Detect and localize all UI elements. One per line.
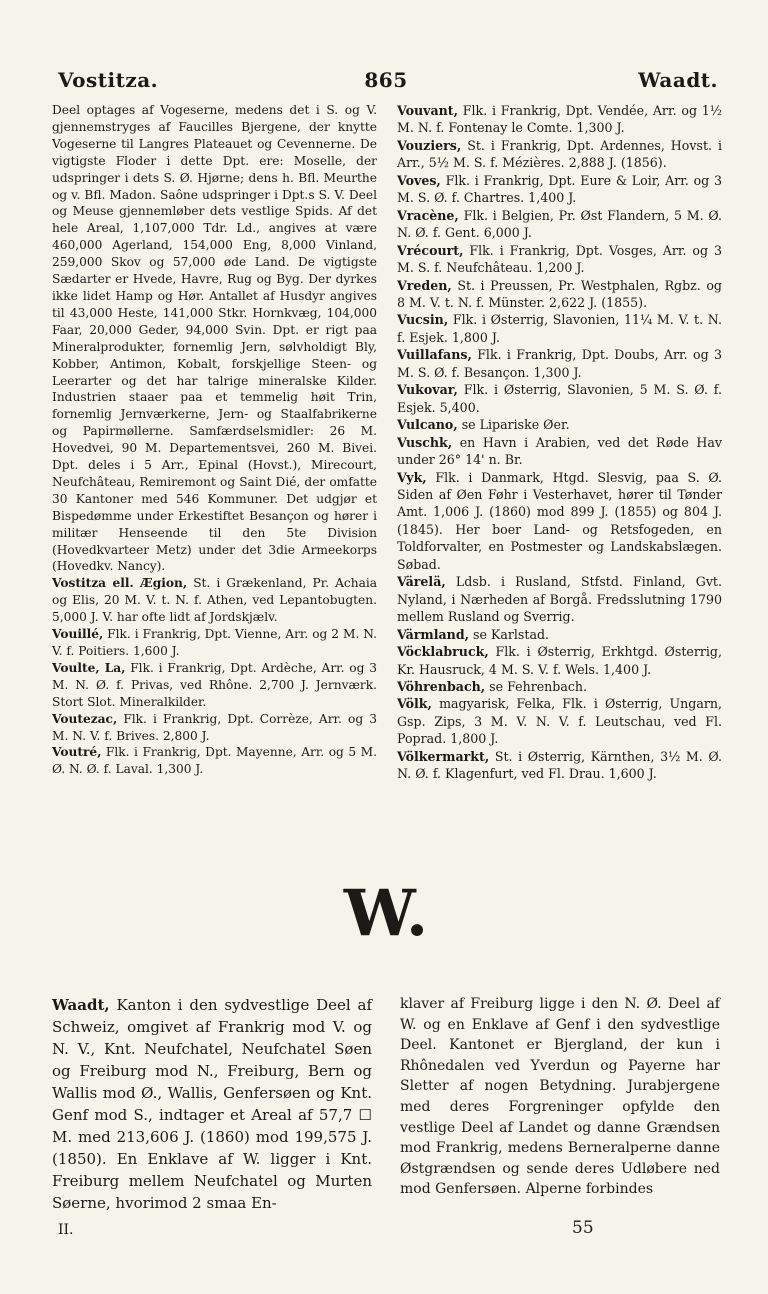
bottom-two-column-body	[52, 994, 720, 1212]
continued-entry-text: Deel optages af Vogeserne, medens det i S. og V. gjennemstryges af Faucilles Bjergene, der knytte Vogeserne til Langres Plateauet og Cevennerne. De vigtigste Floder i dette Dpt. ere: Moselle, der udspringer i dets S. Ø. Hjørne; dens h. Bfl. Meurthe og v. Bfl. Madon. Saône udspringer i Dpt.s S. V. Deel og Meuse gjennemløber dets vestlige Spids. Af det hele Areal, 1,107,000 Tdr. Ld., angives at være 460,000 Agerland, 154,000 Eng, 8,000 Vinland, 259,000 Skov og 57,000 øde Land. De vigtigste Sædarter er Hvede, Havre, Rug og Byg. Der dyrkes ikke lidet Hamp og Hør. Antallet af Husdyr angives til 43,000 Heste, 141,000 Stkr. Hornkvæg, 104,000 Faar, 20,000 Geder, 94,000 Svin. Dpt. er rigt paa Mineralprodukter, fornemlig Jern, sølvholdigt Bly, Kobber, Antimon, Kobalt, forskjellige Steen- og Leerarter og det har talrige mineralske Kilder. Industrien staaer paa et temmelig høit Trin, fornemlig Jernværkerne, Jern- og Staalfabrikerne og Papirmøllerne. Samfærdselsmidler: 26 M. Hovedvei, 90 M. Departementsvei, 260 M. Bivei. Dpt. deles i 5 Arr., Epinal (Hovst.), Mirecourt, Neufchâteau, Remiremont og Saint Dié, der omfatte 30 Kantoner med 546 Kommuner. Det udgjør et Bispedømme under Erkestiftet Besançon og hører i militær Henseende til den 5te Division (Hovedkvarteer Metz) under det 3die Armeekorps (Hovedkv. Nancy).	[52, 103, 377, 574]
dictionary-entry	[52, 711, 377, 745]
entry-text: Flk. i Frankrig, Dpt. Vendée, Arr. og 1½ M. N. f. Fontenay le Comte. 1,300 J.	[397, 103, 722, 136]
dictionary-entry	[52, 660, 377, 711]
dictionary-entry	[397, 102, 722, 137]
entry-headword: Voulte, La,	[52, 660, 126, 675]
dictionary-entry	[397, 346, 722, 381]
entry-headword: Värmland,	[397, 626, 470, 642]
bottom-left-column	[52, 994, 372, 1214]
entry-text: Flk. i Østerrig, Slavonien, 11¼ M. V. t. N. f. Esjek. 1,800 J.	[397, 312, 722, 345]
two-column-body	[52, 102, 720, 792]
dictionary-entry	[397, 695, 722, 747]
entry-headword: Värelä,	[397, 574, 446, 590]
entry-headword: Vöhrenbach,	[397, 678, 486, 694]
dictionary-entry	[397, 242, 722, 277]
dictionary-entry	[397, 626, 722, 643]
sheet-number: 55	[572, 1218, 594, 1238]
entry-headword: Vostitza ell. Ægion,	[52, 576, 188, 591]
entry-text: Flk. i Belgien, Pr. Øst Flandern, 5 M. Ø. N. Ø. f. Gent. 6,000 J.	[397, 207, 722, 241]
entry-headword: Voutré,	[52, 745, 102, 760]
section-letter	[52, 876, 720, 951]
dictionary-entry	[397, 381, 722, 416]
entry-text: St. i Preussen, Pr. Westphalen, Rgbz. og 8 M. V. t. N. f. Münster. 2,622 J. (1855).	[397, 277, 722, 310]
entry-headword: Vuillafans,	[397, 347, 472, 363]
header-right-guideword: Waadt.	[638, 68, 718, 92]
entry-text: Ldsb. i Rusland, Stfstd. Finland, Gvt. Nyland, i Nærheden af Borgå. Fredsslutning 1790 mellem Rusland og Sverrig.	[397, 574, 722, 625]
entry-text: St. i Frankrig, Dpt. Ardennes, Hovst. i Arr., 5½ M. S. f. Mézières. 2,888 J. (1856).	[397, 137, 722, 171]
entry-headword: Waadt,	[52, 996, 110, 1014]
entry-headword: Vrécourt,	[397, 242, 464, 258]
dictionary-entry	[397, 573, 722, 625]
dictionary-entry	[397, 469, 722, 574]
entry-headword: Vulcano,	[397, 417, 458, 433]
entry-headword: Völkermarkt,	[397, 748, 490, 764]
entry-headword: Vouillé,	[52, 627, 104, 642]
entry-text: Flk. i Frankrig, Dpt. Vienne, Arr. og 2 M. N. V. f. Poitiers. 1,600 J.	[52, 627, 377, 658]
entry-headword: Vreden,	[397, 277, 452, 293]
signature-mark: II.	[58, 1222, 74, 1238]
entry-text: Flk. i Frankrig, Dpt. Vosges, Arr. og 3 M. S. f. Neufchâteau. 1,200 J.	[397, 242, 722, 276]
entry-headword: Voves,	[397, 172, 441, 188]
entry-text: se Fehrenbach.	[489, 678, 588, 694]
right-entry-list	[397, 102, 722, 783]
entry-headword: Vukovar,	[397, 382, 458, 398]
dictionary-entry	[397, 172, 722, 207]
dictionary-entry	[52, 626, 377, 660]
dictionary-entry	[397, 416, 722, 433]
entry-headword: Vucsin,	[397, 312, 449, 328]
dictionary-entry	[397, 643, 722, 678]
dictionary-entry	[397, 277, 722, 312]
entry-text: Flk. i Danmark, Htgd. Slesvig, paa S. Ø. Siden af Øen Føhr i Vesterhavet, hører til Tønder Amt. 1,006 J. (1860) mod 899 J. (1855) og 804 J. (1845). Her boer Land- og Retsfogeden, en Toldforvalter, en Postmester og Landskabslægen. Søbad.	[397, 469, 722, 572]
entry-text: se Karlstad.	[473, 626, 550, 642]
dictionary-entry	[397, 207, 722, 242]
entry-headword: Vuschk,	[397, 434, 453, 450]
dictionary-entry	[397, 137, 722, 172]
entry-text: Flk. i Frankrig, Dpt. Ardèche, Arr. og 3 M. N. Ø. f. Privas, ved Rhône. 2,700 J. Jernværk. Stort Slot. Mineralkilder.	[52, 660, 377, 709]
entry-text: Flk. i Østerrig, Slavonien, 5 M. S. Ø. f. Esjek. 5,400.	[397, 382, 722, 415]
entry-text: Flk. i Frankrig, Dpt. Corrèze, Arr. og 3 M. N. V. f. Brives. 2,800 J.	[52, 711, 377, 743]
entry-text: en Havn i Arabien, ved det Røde Hav under 26° 14' n. Br.	[397, 434, 722, 468]
entry-text: St. i Østerrig, Kärnthen, 3½ M. Ø. N. Ø. f. Klagenfurt, ved Fl. Drau. 1,600 J.	[397, 748, 722, 782]
entry-text: Flk. i Østerrig, Erkhtgd. Østerrig, Kr. Hausruck, 4 M. S. V. f. Wels. 1,400 J.	[397, 644, 722, 677]
entry-headword: Vöcklabruck,	[397, 644, 489, 660]
dictionary-entry	[52, 744, 377, 778]
header-left-guideword: Vostitza.	[58, 68, 159, 92]
dictionary-entry	[397, 311, 722, 346]
entry-headword: Vyk,	[397, 469, 427, 485]
section-letter-text: W.	[343, 876, 429, 951]
dictionary-entry	[397, 678, 722, 695]
dictionary-entry	[397, 434, 722, 469]
entry-headword: Vouvant,	[397, 103, 459, 118]
dictionary-entry	[397, 748, 722, 783]
entry-text-continued: klaver af Freiburg ligge i den N. Ø. Deel af W. og en Enklave af Genf i den sydvestlige Deel. Kantonet er Bjergland, der kun i Rhônedalen ved Yverdun og Payerne har Sletter af nogen Betydning. Jurabjergene med deres Forgreninger opfylde den vestlige Deel af Landet og danne Grændsen mod Frankrig, medens Berneralperne danne Østgrændsen og sende deres Udløbere ned mod Genfersøen. Alperne forbindes	[400, 996, 720, 1198]
entry-text: se Lipariske Øer.	[461, 417, 570, 433]
entry-headword: Völk,	[397, 696, 432, 712]
entry-text: Flk. i Frankrig, Dpt. Eure & Loir, Arr. og 3 M. S. Ø. f. Chartres. 1,400 J.	[397, 172, 722, 206]
left-column	[52, 102, 377, 778]
entry-headword: Vracène,	[397, 207, 459, 223]
bottom-right-column	[400, 994, 720, 1200]
dictionary-page	[52, 62, 720, 1262]
entry-text: Kanton i den sydvestlige Deel af Schweiz, omgivet af Frankrig mod V. og N. V., Knt. Neufchatel, Neufchatel Søen og Freiburg mod N., Freiburg, Bern og Wallis mod Ø., Wallis, Genfersøen og Knt. Genf mod S., indtager et Areal af 57,7 ☐ M. med 213,606 J. (1860) mod 199,575 J. (1850). En Enklave af W. ligger i Knt. Freiburg mellem Neufchatel og Murten Søerne, hvorimod 2 smaa En-	[52, 996, 372, 1212]
entry-text: St. i Grækenland, Pr. Achaia og Elis, 20 M. V. t. N. f. Athen, ved Lepantobugten. 5,000 J. V. har ofte lidt af Jordskjælv.	[52, 576, 378, 625]
entry-text: Flk. i Frankrig, Dpt. Mayenne, Arr. og 5 M. Ø. N. Ø. f. Laval. 1,300 J.	[52, 745, 377, 777]
entry-headword: Vouziers,	[397, 137, 462, 153]
dictionary-entry	[52, 575, 377, 626]
entry-headword: Voutezac,	[52, 711, 118, 726]
left-entry-list	[52, 575, 377, 778]
running-header	[52, 62, 720, 102]
entry-text: magyarisk, Felka, Flk. i Østerrig, Ungarn, Gsp. Zips, 3 M. V. N. V. f. Leutschau, ved Fl. Poprad. 1,800 J.	[397, 696, 722, 747]
entry-text: Flk. i Frankrig, Dpt. Doubs, Arr. og 3 M. S. Ø. f. Besançon. 1,300 J.	[397, 347, 722, 380]
page-number: 865	[364, 68, 408, 92]
right-column	[397, 102, 722, 783]
